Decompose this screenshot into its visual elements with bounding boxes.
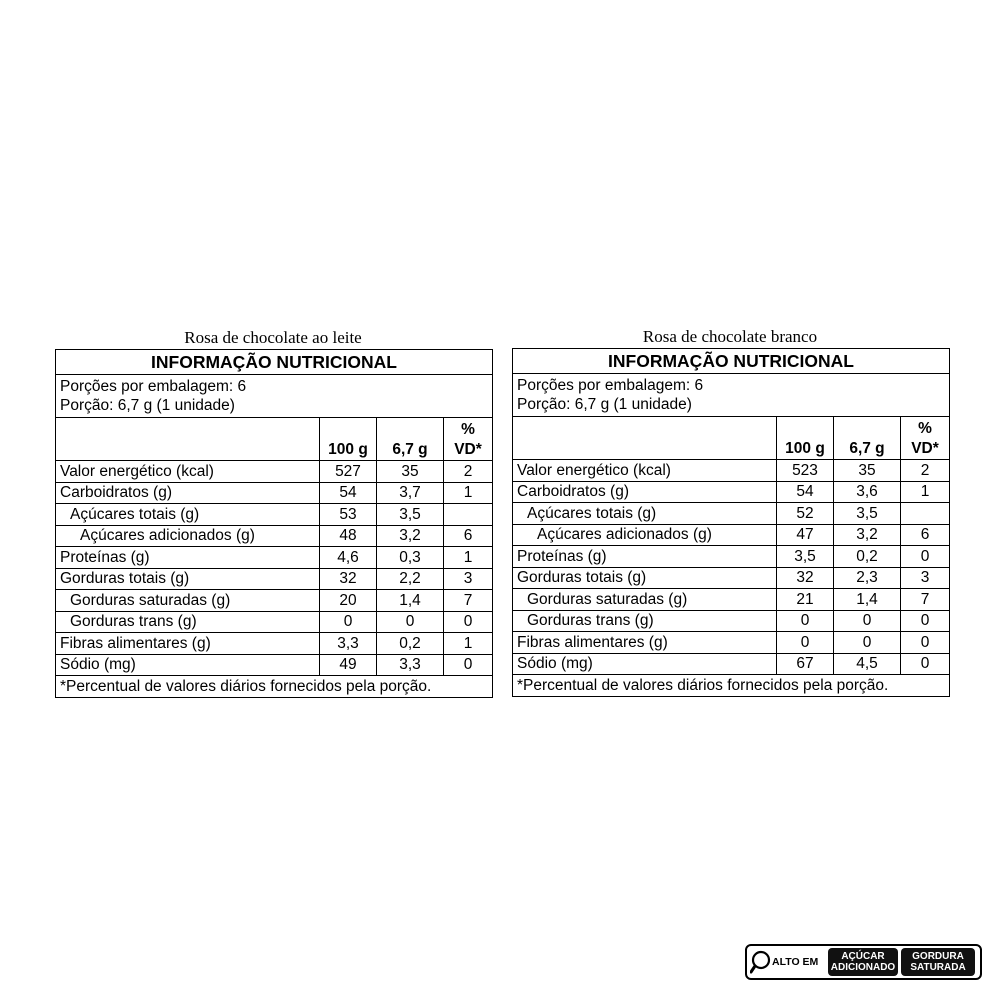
table-title: INFORMAÇÃO NUTRICIONAL [56,350,493,375]
value-100g: 53 [320,504,377,526]
value-100g: 47 [777,524,834,546]
portion-info [56,375,493,418]
row-label: Açúcares totais (g) [56,504,320,526]
row-label: Açúcares adicionados (g) [513,524,777,546]
value-portion: 0,3 [377,547,444,569]
value-100g: 49 [320,654,377,676]
row-label: Valor energético (kcal) [513,460,777,482]
value-100g: 20 [320,590,377,612]
value-vd: 1 [444,482,493,504]
value-vd [901,503,950,525]
sugar-line-2: ADICIONADO [830,962,896,973]
table-row [56,482,493,504]
value-100g: 54 [777,481,834,503]
alto-em-label [750,950,825,974]
table-row [513,632,950,654]
value-vd: 6 [444,525,493,547]
header-vd-label: VD* [911,440,939,457]
row-label: Fibras alimentares (g) [56,633,320,655]
value-vd: 1 [901,481,950,503]
warning-badge [745,944,982,980]
header-blank [56,418,320,461]
value-100g: 3,3 [320,633,377,655]
header-100g: 100 g [320,418,377,461]
header-blank [513,417,777,460]
row-label: Gorduras totais (g) [513,567,777,589]
value-vd: 6 [901,524,950,546]
table-row [56,654,493,676]
value-100g: 32 [320,568,377,590]
header-portion: 6,7 g [834,417,901,460]
fat-line-1: GORDURA [912,951,964,962]
value-vd: 2 [901,460,950,482]
fat-line-2: SATURADA [910,962,966,973]
value-portion: 3,7 [377,482,444,504]
value-100g: 54 [320,482,377,504]
value-vd [444,504,493,526]
added-sugar-warning [828,948,898,976]
value-100g: 4,6 [320,547,377,569]
table-row [513,653,950,675]
table-row [513,546,950,568]
value-portion: 3,5 [834,503,901,525]
value-portion: 0,2 [377,633,444,655]
value-vd: 7 [444,590,493,612]
value-vd: 1 [444,547,493,569]
table-row [513,524,950,546]
value-portion: 2,2 [377,568,444,590]
row-label: Carboidratos (g) [56,482,320,504]
table-row [513,610,950,632]
table-title: INFORMAÇÃO NUTRICIONAL [513,349,950,374]
value-portion: 3,5 [377,504,444,526]
portion-info [513,374,950,417]
row-label: Sódio (mg) [513,653,777,675]
table-row [56,568,493,590]
row-label: Fibras alimentares (g) [513,632,777,654]
value-vd: 2 [444,461,493,483]
header-vd [901,417,950,460]
value-portion: 35 [377,461,444,483]
table-row [56,547,493,569]
value-vd: 0 [901,610,950,632]
table-row [56,633,493,655]
footnote: *Percentual de valores diários fornecidos pela porção. [56,676,493,698]
value-portion: 35 [834,460,901,482]
value-portion: 4,5 [834,653,901,675]
portions-per-pack: Porções por embalagem: 6 [60,378,247,395]
footnote: *Percentual de valores diários fornecidos pela porção. [513,675,950,697]
value-100g: 3,5 [777,546,834,568]
value-100g: 0 [320,611,377,633]
nutrition-table [55,349,493,698]
row-label: Gorduras totais (g) [56,568,320,590]
header-vd-percent: % [918,420,932,437]
row-label: Açúcares totais (g) [513,503,777,525]
alto-em-text: ALTO EM [772,956,819,968]
value-portion: 1,4 [377,590,444,612]
value-vd: 0 [901,653,950,675]
value-vd: 7 [901,589,950,611]
value-100g: 0 [777,632,834,654]
value-100g: 67 [777,653,834,675]
row-label: Gorduras trans (g) [56,611,320,633]
value-vd: 0 [444,654,493,676]
row-label: Carboidratos (g) [513,481,777,503]
table-row [56,504,493,526]
value-vd: 0 [901,632,950,654]
value-portion: 1,4 [834,589,901,611]
table-row [56,461,493,483]
portion-size: Porção: 6,7 g (1 unidade) [60,397,235,414]
portion-size: Porção: 6,7 g (1 unidade) [517,396,692,413]
row-label: Gorduras trans (g) [513,610,777,632]
table-row [56,611,493,633]
table-row [513,567,950,589]
value-portion: 3,2 [834,524,901,546]
table-row [56,590,493,612]
row-label: Proteínas (g) [56,547,320,569]
value-portion: 0 [834,610,901,632]
table-row [56,525,493,547]
value-100g: 0 [777,610,834,632]
value-portion: 3,2 [377,525,444,547]
value-portion: 3,6 [834,481,901,503]
header-100g: 100 g [777,417,834,460]
row-label: Gorduras saturadas (g) [513,589,777,611]
value-vd: 3 [901,567,950,589]
table-row [513,460,950,482]
row-label: Gorduras saturadas (g) [56,590,320,612]
value-vd: 0 [901,546,950,568]
header-portion: 6,7 g [377,418,444,461]
value-portion: 3,3 [377,654,444,676]
nutrition-table [512,348,950,697]
value-portion: 2,3 [834,567,901,589]
header-vd-percent: % [461,421,475,438]
sugar-line-1: AÇÚCAR [841,951,885,962]
value-100g: 32 [777,567,834,589]
header-vd [444,418,493,461]
row-label: Proteínas (g) [513,546,777,568]
value-100g: 523 [777,460,834,482]
portions-per-pack: Porções por embalagem: 6 [517,377,704,394]
row-label: Valor energético (kcal) [56,461,320,483]
value-vd: 1 [444,633,493,655]
value-vd: 0 [444,611,493,633]
magnifier-icon [750,950,772,974]
value-100g: 527 [320,461,377,483]
value-100g: 48 [320,525,377,547]
value-vd: 3 [444,568,493,590]
value-portion: 0 [377,611,444,633]
value-portion: 0,2 [834,546,901,568]
saturated-fat-warning [901,948,975,976]
table-row [513,503,950,525]
value-100g: 52 [777,503,834,525]
table-row [513,589,950,611]
row-label: Sódio (mg) [56,654,320,676]
value-100g: 21 [777,589,834,611]
table-caption: Rosa de chocolate branco [642,327,818,346]
header-vd-label: VD* [454,441,482,458]
table-caption: Rosa de chocolate ao leite [184,328,362,347]
table-row [513,481,950,503]
row-label: Açúcares adicionados (g) [56,525,320,547]
value-portion: 0 [834,632,901,654]
